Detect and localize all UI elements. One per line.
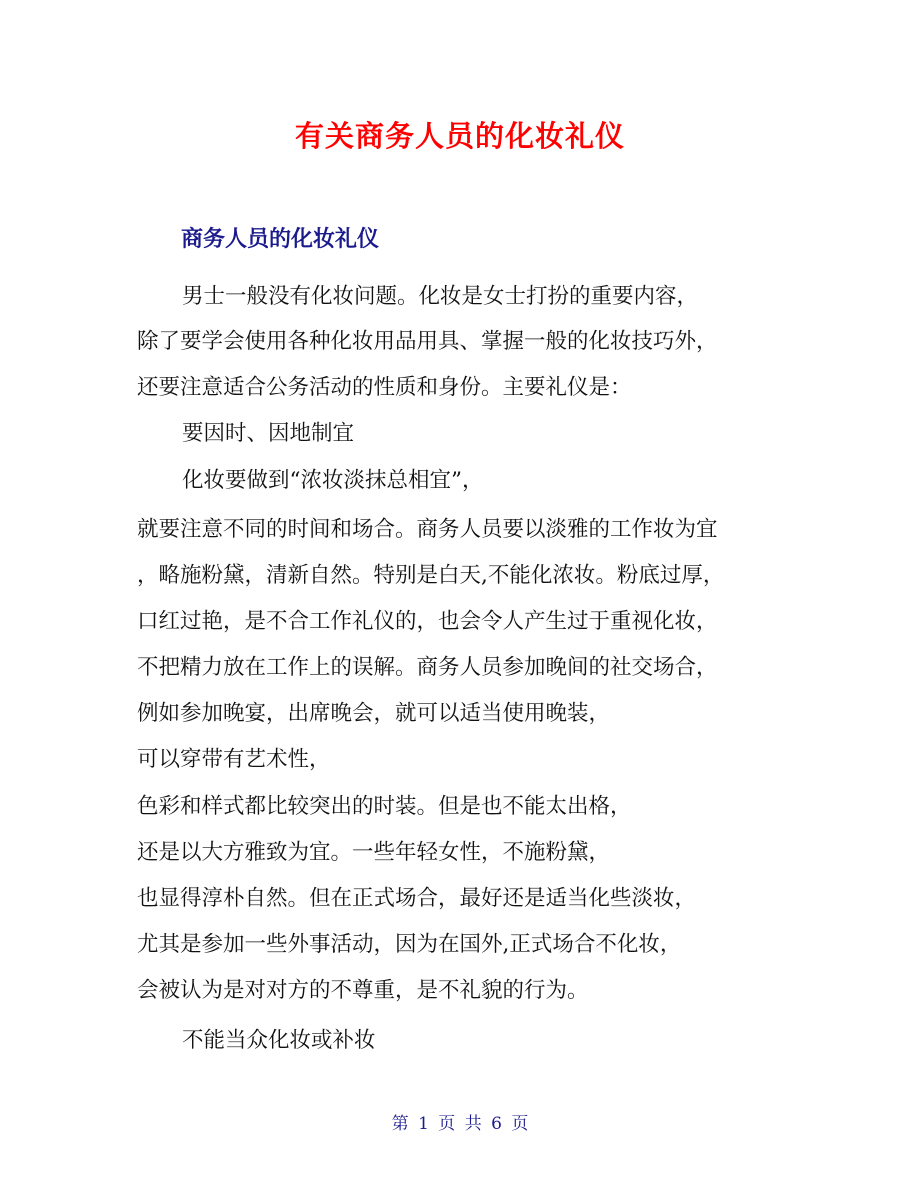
- paragraph-line: 尤其是参加一些外事活动，因为在国外,正式场合不化妆，: [137, 932, 682, 957]
- paragraph-line: ，略施粉黛，清新自然。特别是白天,不能化浓妆。粉底过厚，: [137, 563, 725, 588]
- paragraph-line: 就要注意不同的时间和场合。商务人员要以淡雅的工作妆为宜: [137, 517, 718, 542]
- paragraph-line: 会被认为是对对方的不尊重，是不礼貌的行为。: [137, 978, 589, 1003]
- paragraph-line: 色彩和样式都比较突出的时装。但是也不能太出格，: [137, 794, 632, 819]
- paragraph-line: 还要注意适合公务活动的性质和身份。主要礼仪是：: [137, 375, 632, 400]
- page-footer: 第 1 页 共 6 页: [391, 1114, 529, 1134]
- paragraph-line: 化妆要做到“浓妆淡抹总相宜”，: [182, 468, 484, 493]
- document-title: 有关商务人员的化妆礼仪: [294, 119, 625, 153]
- paragraph-line: 男士一般没有化妆问题。化妆是女士打扮的重要内容，: [182, 284, 699, 309]
- paragraph-line: 不能当众化妆或补妆: [182, 1028, 376, 1053]
- paragraph-line: 除了要学会使用各种化妆用品用具、掌握一般的化妆技巧外，: [137, 329, 718, 354]
- paragraph-line: 要因时、因地制宜: [182, 421, 355, 446]
- paragraph-line: 也显得淳朴自然。但在正式场合，最好还是适当化些淡妆，: [137, 886, 697, 911]
- paragraph-line: 不把精力放在工作上的误解。商务人员参加晚间的社交场合，: [137, 655, 718, 680]
- section-heading: 商务人员的化妆礼仪: [181, 227, 380, 252]
- paragraph-line: 还是以大方雅致为宜。一些年轻女性，不施粉黛，: [137, 840, 611, 865]
- paragraph-line: 口红过艳，是不合工作礼仪的，也会令人产生过于重视化妆，: [137, 609, 718, 634]
- paragraph-line: 例如参加晚宴，出席晚会，就可以适当使用晚装，: [137, 701, 611, 726]
- paragraph-line: 可以穿带有艺术性，: [137, 747, 331, 772]
